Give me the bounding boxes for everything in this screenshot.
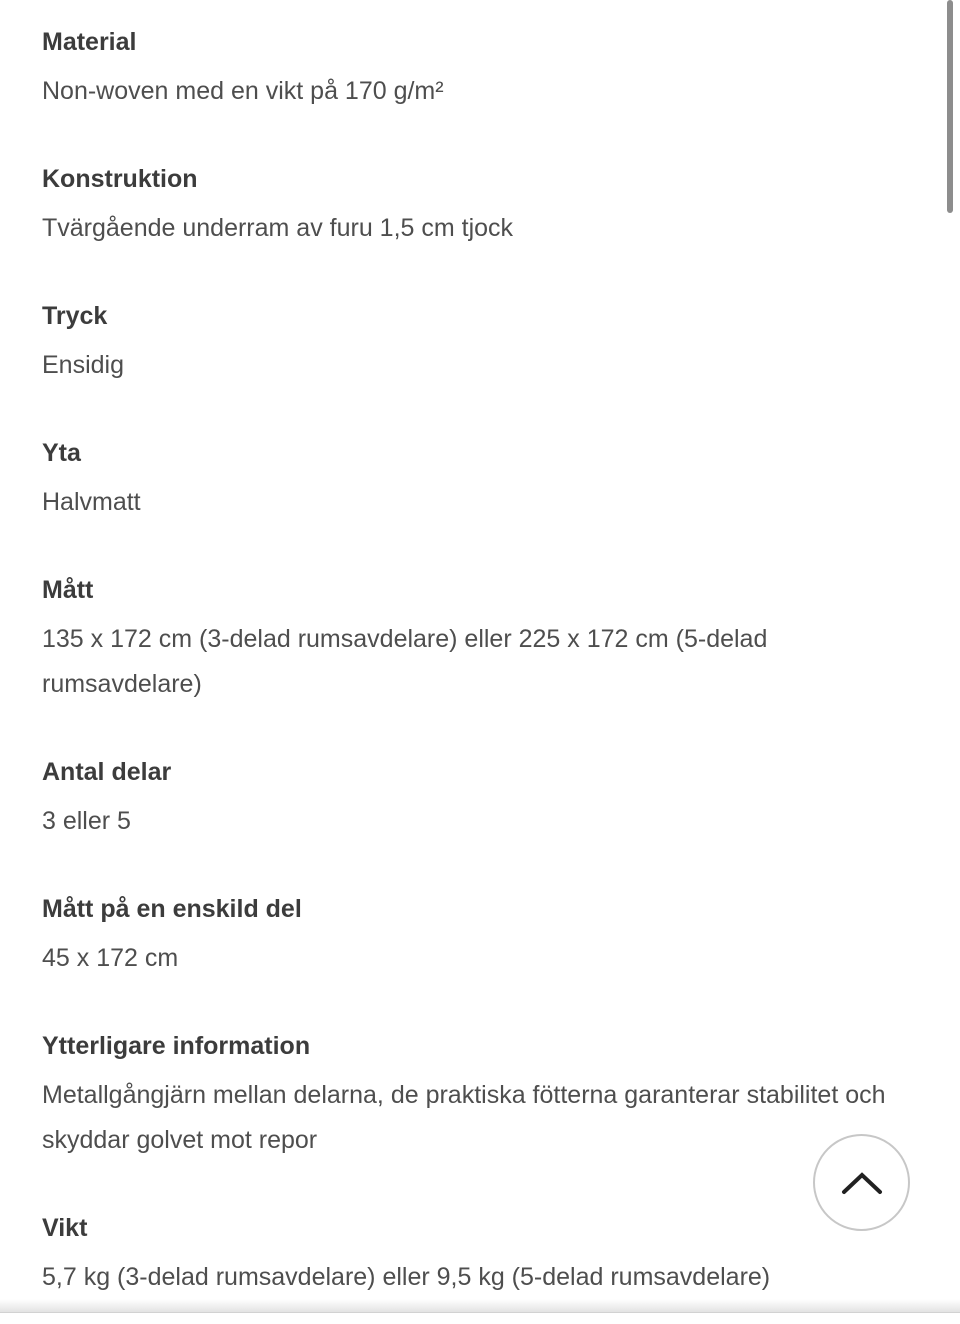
- spec-value: Tvärgående underram av furu 1,5 cm tjock: [42, 214, 514, 242]
- spec-value: Ensidig: [42, 351, 124, 379]
- spec-row: [42, 431, 916, 525]
- spec-label: Mått: [42, 576, 94, 604]
- spec-value: Non-woven med en vikt på 170 g/m²: [42, 77, 444, 105]
- spec-value: Metallgångjärn mellan delarna, de praktiska fötterna garanterar stabilitet och skyddar golvet mot repor: [42, 1081, 886, 1154]
- spec-label: Mått på en enskild del: [42, 895, 302, 923]
- spec-row: [42, 1206, 916, 1300]
- spec-row: [42, 20, 916, 114]
- spec-row: [42, 750, 916, 844]
- spec-label: Vikt: [42, 1214, 88, 1242]
- spec-value: 5,7 kg (3-delad rumsavdelare) eller 9,5 kg (5-delad rumsavdelare): [42, 1263, 771, 1291]
- chevron-up-icon: [840, 1170, 884, 1196]
- spec-row: [42, 157, 916, 251]
- spec-row: [42, 294, 916, 388]
- vertical-scrollbar-thumb[interactable]: [947, 0, 953, 213]
- scroll-to-top-button[interactable]: [813, 1134, 910, 1231]
- spec-row: [42, 1024, 916, 1163]
- spec-value: 3 eller 5: [42, 807, 131, 835]
- spec-label: Konstruktion: [42, 165, 198, 193]
- spec-label: Material: [42, 28, 137, 56]
- spec-list: [42, 20, 916, 1324]
- spec-label: Ytterligare information: [42, 1032, 311, 1060]
- spec-value: 45 x 172 cm: [42, 944, 179, 972]
- spec-row: [42, 887, 916, 981]
- spec-row: [42, 568, 916, 707]
- spec-label: Yta: [42, 439, 81, 467]
- section-bottom-divider: [0, 1299, 960, 1313]
- spec-value: Halvmatt: [42, 488, 141, 516]
- spec-value: 135 x 172 cm (3-delad rumsavdelare) eller 225 x 172 cm (5-delad rumsavdelare): [42, 625, 768, 698]
- spec-label: Tryck: [42, 302, 108, 330]
- spec-label: Antal delar: [42, 758, 172, 786]
